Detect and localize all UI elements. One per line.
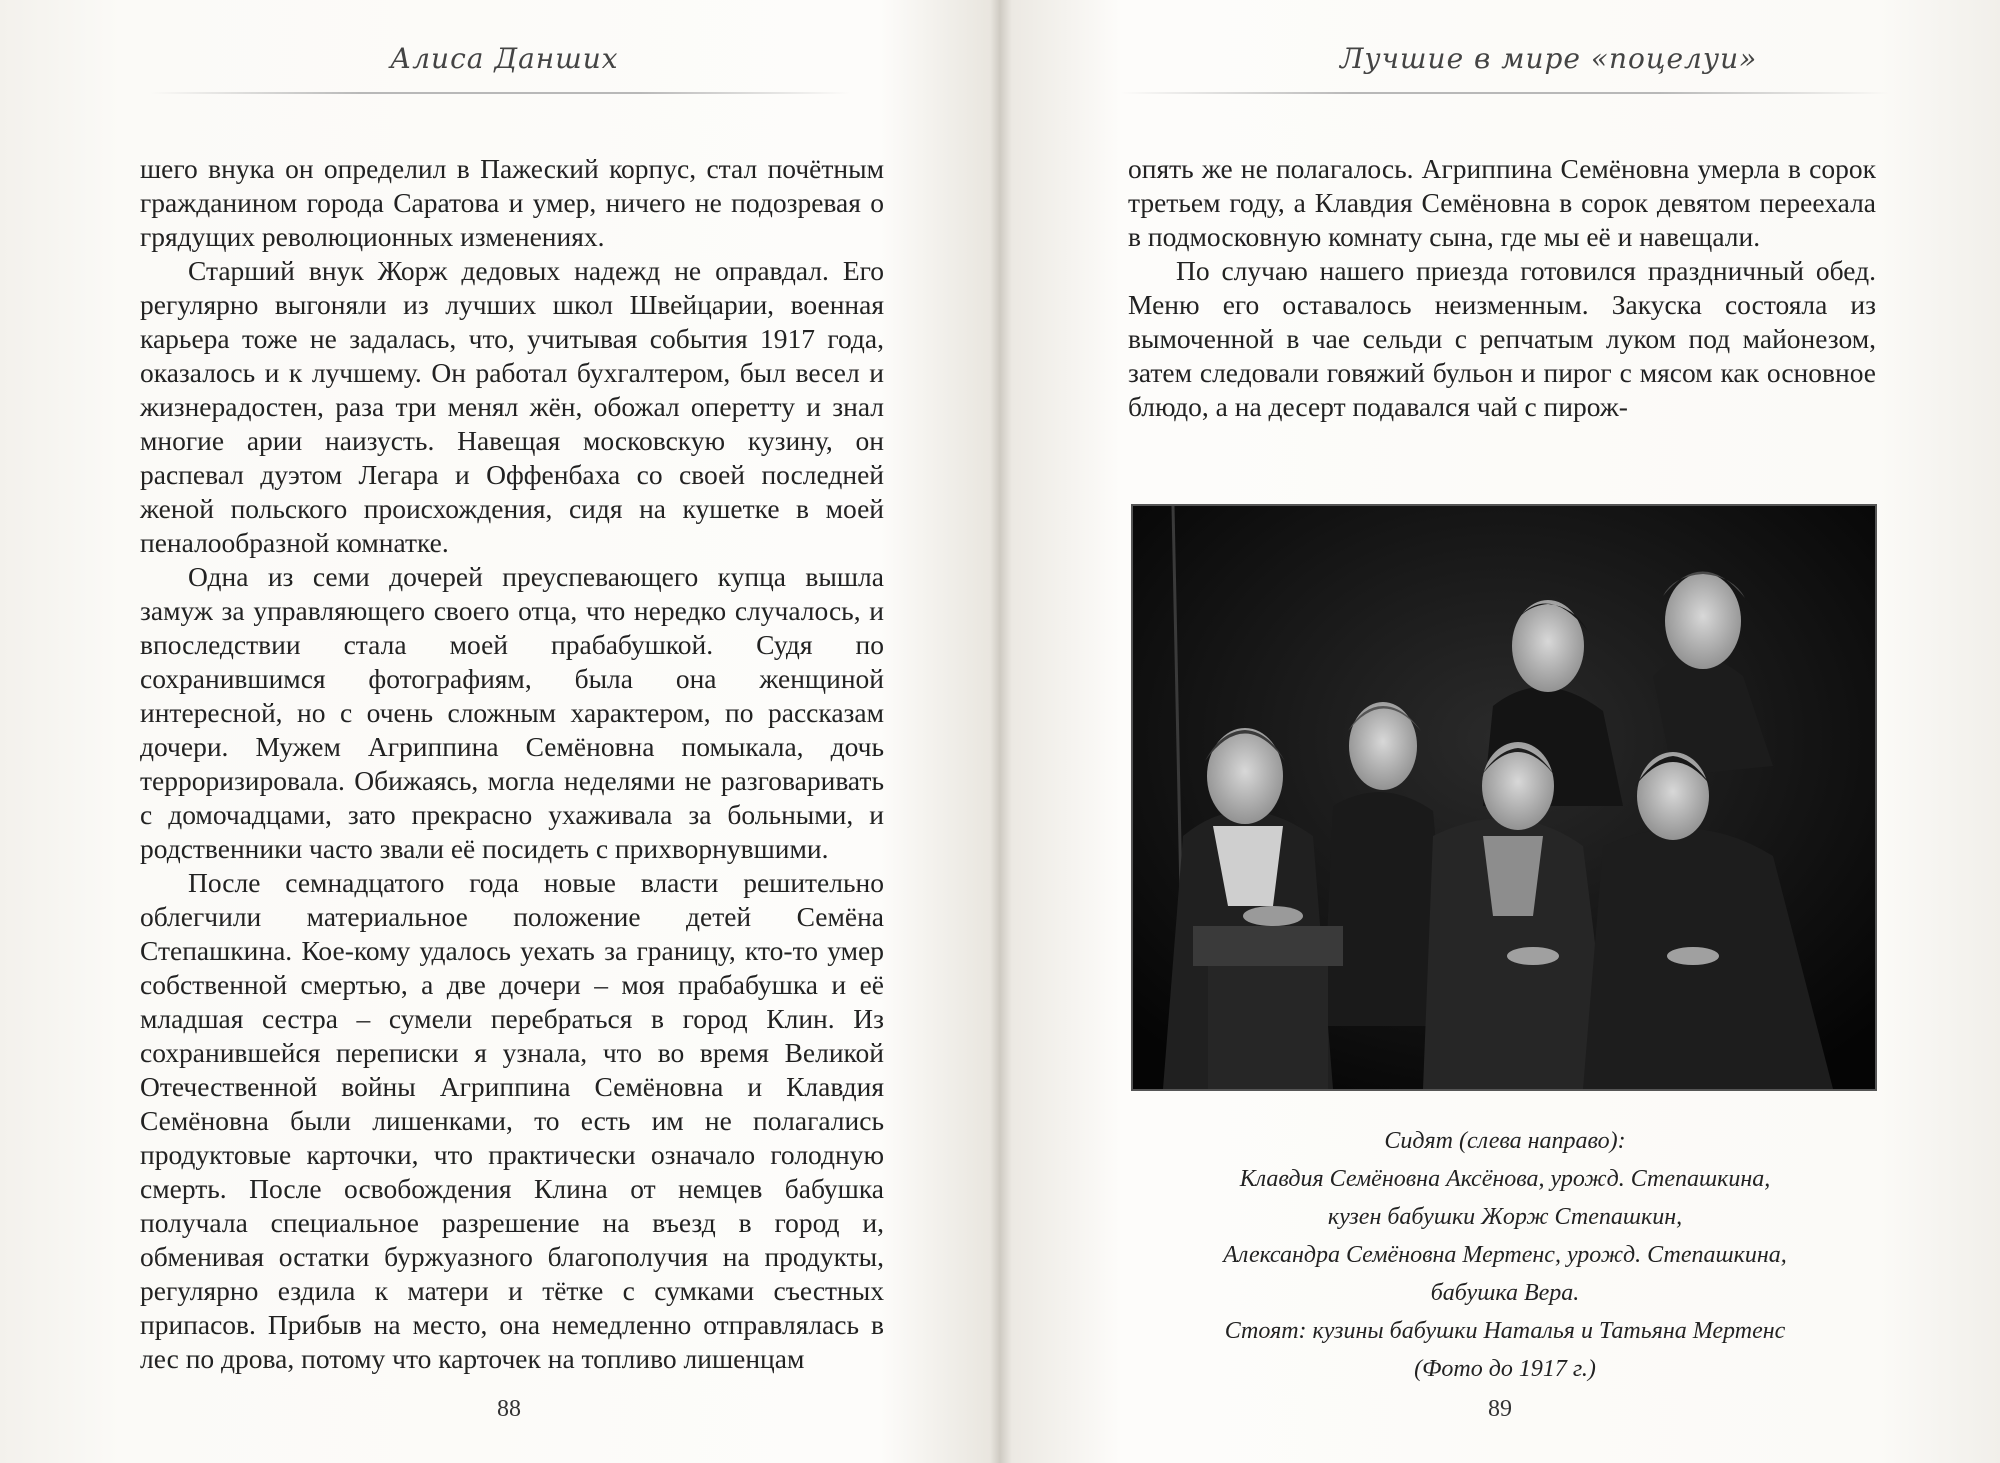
body-text — [140, 152, 884, 1376]
caption-line: (Фото до 1917 г.) — [1414, 1356, 1596, 1382]
photo-caption — [1110, 1122, 1900, 1388]
page-number: 89 — [1488, 1396, 1512, 1422]
paragraph: опять же не полагалось. Агриппина Семёновна умерла в сорок третьем году, а Клавдия Семёновна в сорок девятом переехала в подмосковную комнату сына, где мы её и навещали. — [1128, 153, 1876, 252]
caption-line: Стоят: кузины бабушки Наталья и Татьяна Мертенс — [1224, 1318, 1786, 1344]
caption-line: бабушка Вера. — [1430, 1280, 1580, 1306]
paragraph: Одна из семи дочерей преуспевающего купца вышла замуж за управляющего своего отца, что нередко случалось, и впоследствии стала моей прабабушкой. Судя по сохранившимся фотографиям, была она женщиной интересной, но с очень сложным характером, по рассказам дочери. Мужем Агриппина Семёновна помыкала, дочь терроризировала. Обижаясь, могла неделями не разговаривать с домочадцами, зато прекрасно ухаживала за больными, и родственники часто звали её посидеть с прихворнувшими. — [140, 561, 884, 864]
paragraph: Старший внук Жорж дедовых надежд не оправдал. Его регулярно выгоняли из лучших школ Швейцарии, военная карьера тоже не задалась, что, учитывая события 1917 года, оказалось и к лучшему. Он работал бухгалтером, был весел и жизнерадостен, раза три менял жён, обожал оперетту и знал многие арии наизусть. Навещая московскую кузину, он распевал дуэтом Легара и Оффенбаха со своей последней женой польского происхождения, сидя на кушетке в моей пеналообразной комнатке. — [140, 255, 884, 558]
right-page — [1000, 0, 2000, 1463]
paragraph: шего внука он определил в Пажеский корпус, стал почётным гражданином города Саратова и умер, ничего не подозревая о грядущих революционных изменениях. — [140, 153, 884, 252]
header-rule — [1120, 92, 1890, 94]
body-text — [1128, 152, 1876, 424]
header-rule — [150, 92, 850, 94]
page-number: 88 — [497, 1396, 521, 1422]
paragraph: По случаю нашего приезда готовился праздничный обед. Меню его оставалось неизменным. Закуска состояла из вымоченной в чае сельди с репчатым луком под майонезом, затем следовали говяжий бульон и пирог с мясом как основное блюдо, а на десерт подавался чай с пирож- — [1128, 255, 1876, 422]
caption-line: Александра Семёновна Мертенс, урожд. Степашкина, — [1223, 1242, 1787, 1268]
caption-line: Сидят (слева направо): — [1384, 1128, 1626, 1154]
family-photo — [1131, 504, 1877, 1091]
running-head-title: Лучшие в мире «поцелуи» — [1340, 42, 1758, 75]
paragraph: После семнадцатого года новые власти решительно облегчили материальное положение детей Семёна Степашкина. Кое-кому удалось уехать за границу, кто-то умер собственной смертью, а две дочери – моя прабабушка и её младшая сестра – сумели перебраться в город Клин. Из сохранившейся переписки я узнала, что во время Великой Отечественной войны Агриппина Семёновна и Клавдия Семёновна были лишенками, то есть им не полагались продуктовые карточки, что практически означало голодную смерть. После освобождения Клина от немцев бабушка получала специальное разрешение на въезд в город и, обменивая остатки буржуазного благополучия на продукты, регулярно ездила к матери и тётке с сумками съестных припасов. Прибыв на место, она немедленно отправлялась в лес по дрова, потому что карточек на топливо лишенцам — [140, 867, 884, 1374]
running-head-author: Алиса Данших — [390, 42, 619, 75]
family-photo-illustration — [1133, 506, 1875, 1089]
caption-line: Клавдия Семёновна Аксёнова, урожд. Степашкина, — [1239, 1166, 1771, 1192]
caption-line: кузен бабушки Жорж Степашкин, — [1327, 1204, 1683, 1230]
